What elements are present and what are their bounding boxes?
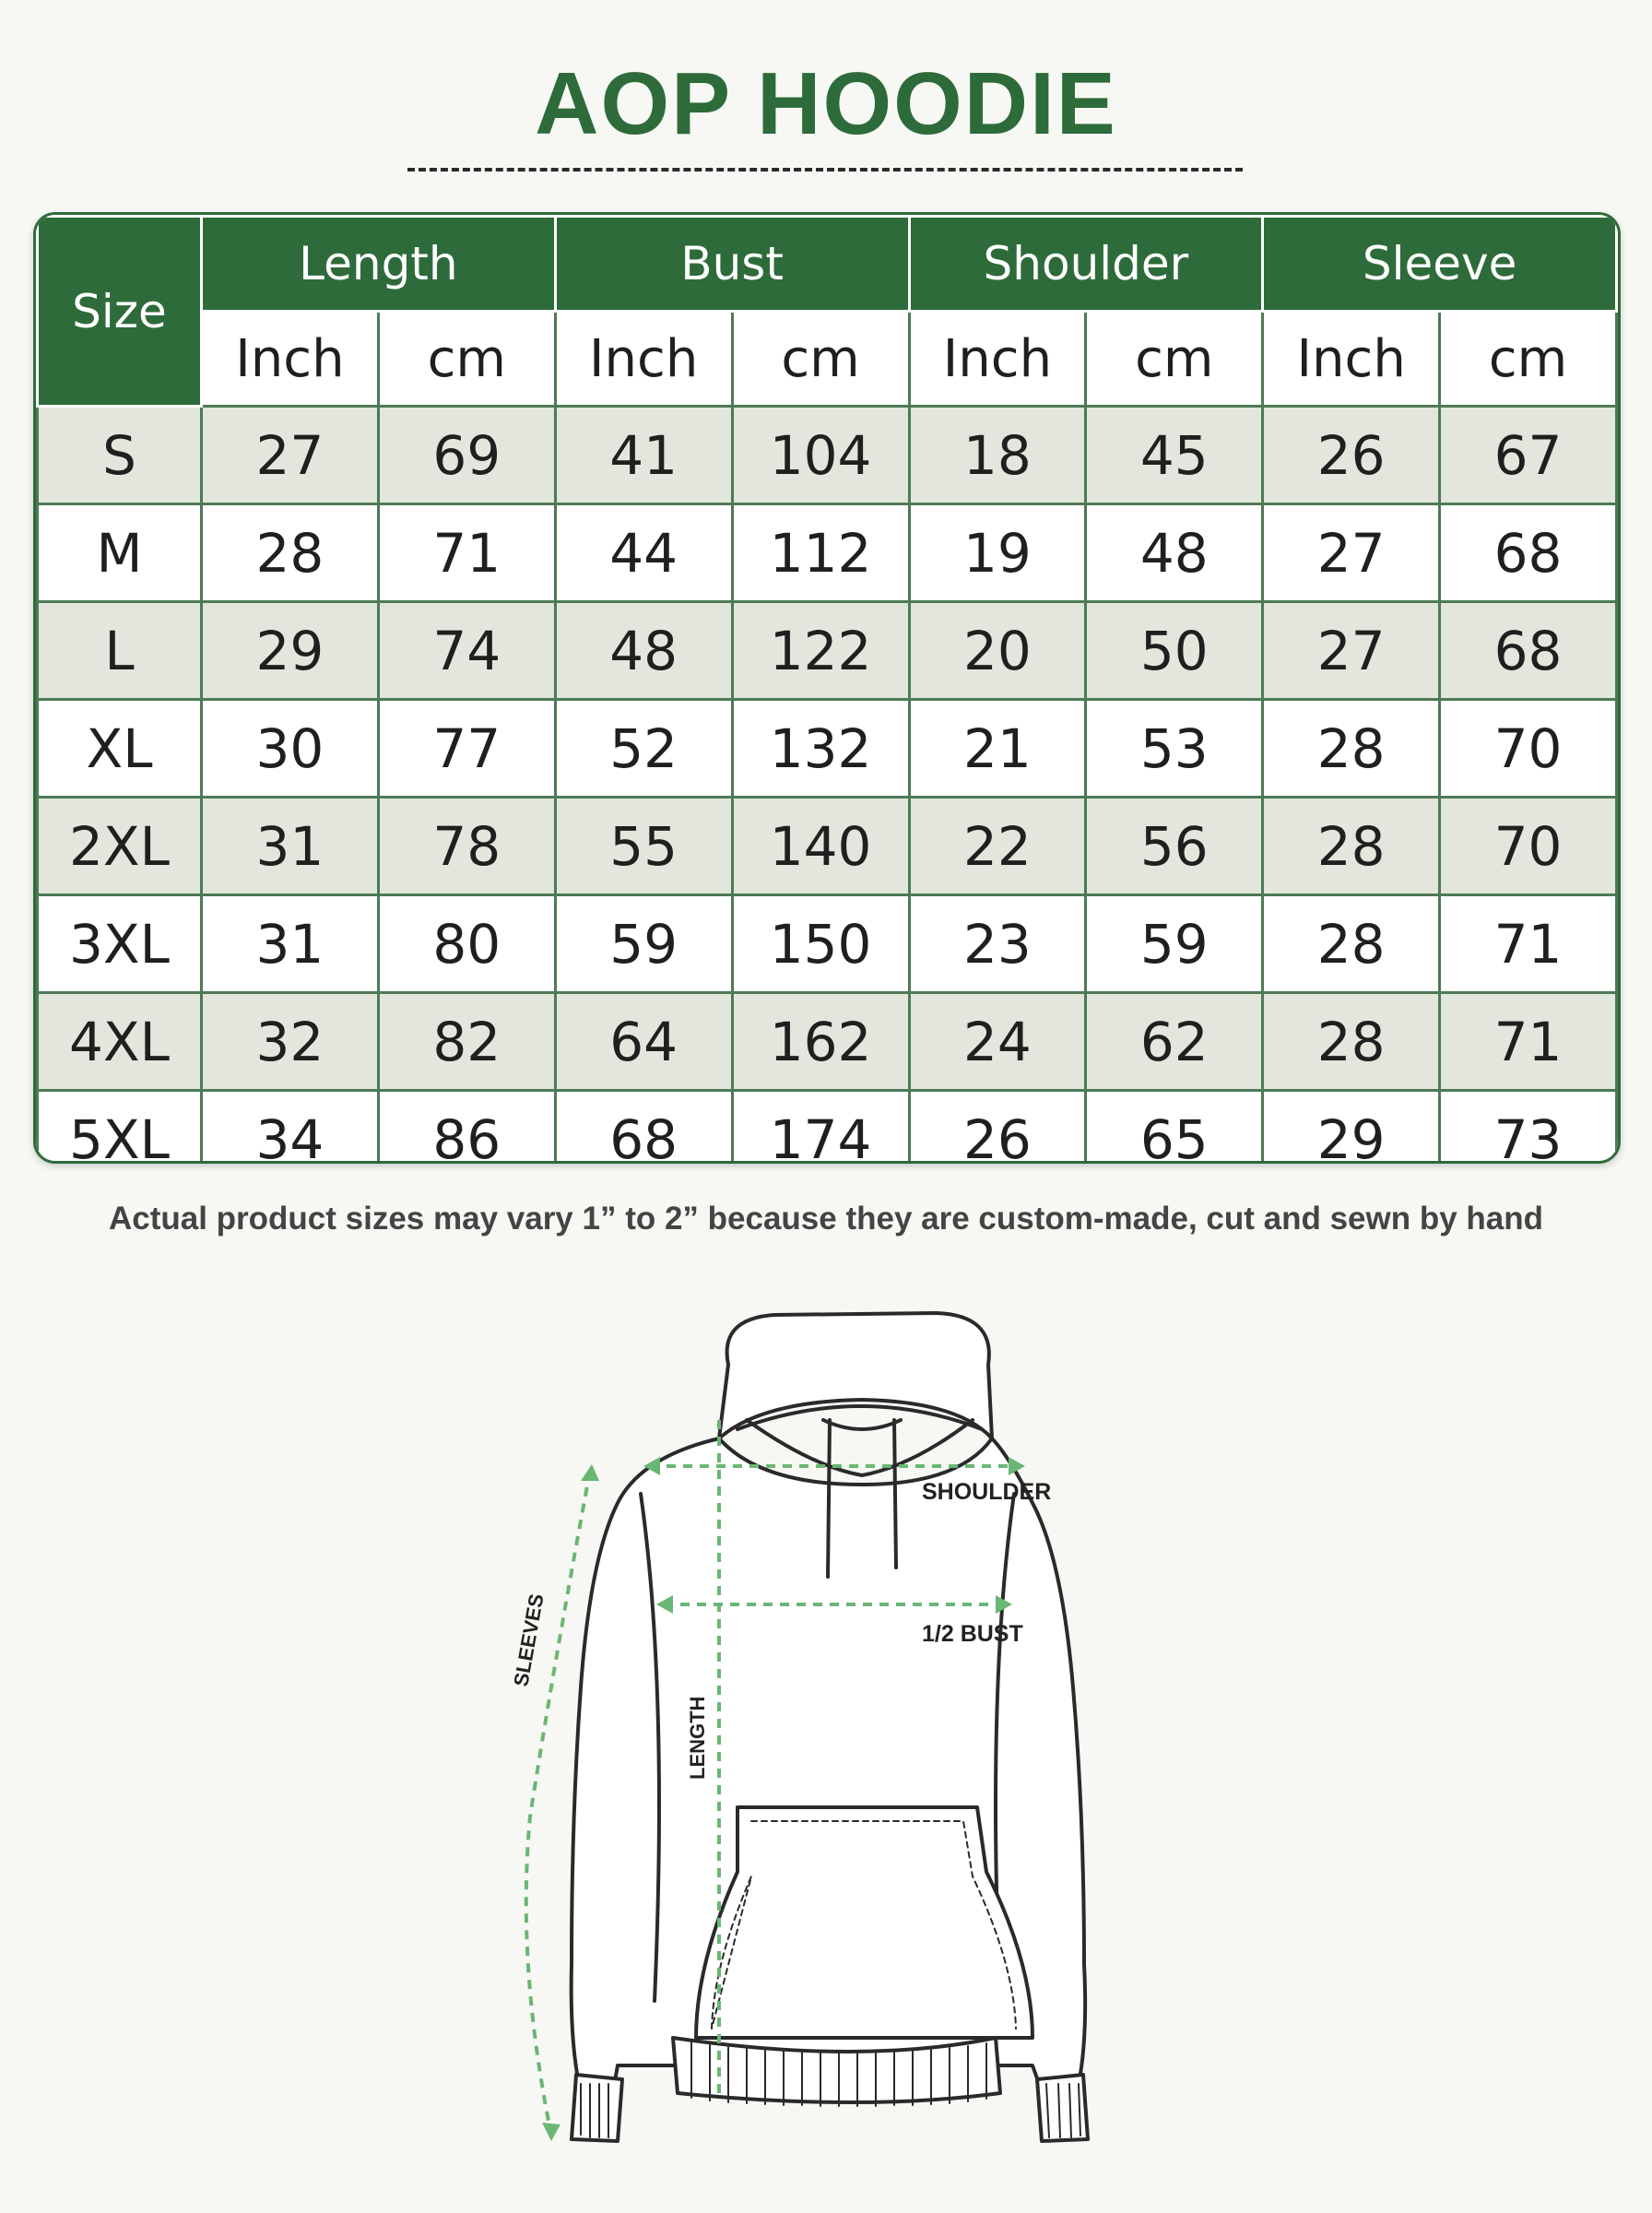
unit-header-cm: cm <box>378 312 555 407</box>
title-divider <box>407 168 1243 172</box>
measurement-cell: 73 <box>1440 1091 1617 1165</box>
group-header-length: Length <box>202 217 556 312</box>
unit-header-inch: Inch <box>1263 312 1440 407</box>
measurement-cell: 77 <box>378 700 555 798</box>
measurement-cell: 44 <box>555 504 732 602</box>
measurement-cell: 174 <box>732 1091 909 1165</box>
measurement-cell: 22 <box>909 798 1086 895</box>
measurement-cell: 112 <box>732 504 909 602</box>
table-row <box>38 504 1617 602</box>
size-chart-table <box>33 212 1621 1164</box>
length-label: LENGTH <box>686 1696 709 1780</box>
measurement-cell: 74 <box>378 602 555 700</box>
measurement-cell: 29 <box>202 602 379 700</box>
measurement-cell: 68 <box>555 1091 732 1165</box>
measurement-cell: 68 <box>1440 602 1617 700</box>
measurement-cell: 28 <box>202 504 379 602</box>
table-row <box>38 993 1617 1091</box>
measurement-cell: 140 <box>732 798 909 895</box>
measurement-cell: 23 <box>909 895 1086 993</box>
measurement-cell: 41 <box>555 407 732 504</box>
measurement-cell: 27 <box>202 407 379 504</box>
size-cell: 5XL <box>38 1091 202 1165</box>
measurement-cell: 80 <box>378 895 555 993</box>
unit-header-inch: Inch <box>202 312 379 407</box>
measurement-cell: 31 <box>202 798 379 895</box>
measurement-cell: 56 <box>1086 798 1263 895</box>
measurement-cell: 30 <box>202 700 379 798</box>
measurement-cell: 132 <box>732 700 909 798</box>
measurement-cell: 71 <box>1440 895 1617 993</box>
measurement-cell: 69 <box>378 407 555 504</box>
measurement-cell: 53 <box>1086 700 1263 798</box>
measurement-cell: 104 <box>732 407 909 504</box>
size-cell: L <box>38 602 202 700</box>
measurement-cell: 32 <box>202 993 379 1091</box>
measurement-cell: 48 <box>555 602 732 700</box>
measurement-cell: 70 <box>1440 798 1617 895</box>
hoodie-measurement-diagram <box>442 1300 1198 2185</box>
hoodie-outline-icon <box>572 1313 1088 2141</box>
group-header-bust: Bust <box>555 217 909 312</box>
measurement-cell: 27 <box>1263 602 1440 700</box>
measurement-cell: 45 <box>1086 407 1263 504</box>
table-row <box>38 700 1617 798</box>
unit-header-cm: cm <box>1440 312 1617 407</box>
unit-header-cm: cm <box>1086 312 1263 407</box>
measurement-cell: 48 <box>1086 504 1263 602</box>
measurement-cell: 62 <box>1086 993 1263 1091</box>
size-disclaimer: Actual product sizes may vary 1” to 2” because they are custom-made, cut and sewn by hand <box>108 1201 1544 1237</box>
measurement-cell: 26 <box>909 1091 1086 1165</box>
measurement-cell: 18 <box>909 407 1086 504</box>
table-body <box>38 407 1617 1165</box>
measurement-cell: 70 <box>1440 700 1617 798</box>
size-cell: 2XL <box>38 798 202 895</box>
size-cell: 4XL <box>38 993 202 1091</box>
measurement-cell: 86 <box>378 1091 555 1165</box>
measurement-cell: 20 <box>909 602 1086 700</box>
measurement-cell: 59 <box>1086 895 1263 993</box>
measurement-cell: 78 <box>378 798 555 895</box>
measurement-cell: 28 <box>1263 700 1440 798</box>
sleeves-label: SLEEVES <box>509 1592 549 1688</box>
measurement-cell: 29 <box>1263 1091 1440 1165</box>
unit-header-inch: Inch <box>555 312 732 407</box>
measurement-cell: 67 <box>1440 407 1617 504</box>
size-cell: XL <box>38 700 202 798</box>
measurement-cell: 27 <box>1263 504 1440 602</box>
measurement-cell: 64 <box>555 993 732 1091</box>
group-header-shoulder: Shoulder <box>909 217 1263 312</box>
measurement-cell: 55 <box>555 798 732 895</box>
size-cell: S <box>38 407 202 504</box>
size-cell: M <box>38 504 202 602</box>
unit-header-inch: Inch <box>909 312 1086 407</box>
measurement-cell: 82 <box>378 993 555 1091</box>
table-row <box>38 1091 1617 1165</box>
unit-header-cm: cm <box>732 312 909 407</box>
table-row <box>38 798 1617 895</box>
measurement-cell: 28 <box>1263 895 1440 993</box>
table-row <box>38 407 1617 504</box>
group-header-sleeve: Sleeve <box>1263 217 1617 312</box>
measurement-cell: 26 <box>1263 407 1440 504</box>
measurement-cell: 52 <box>555 700 732 798</box>
measurement-cell: 150 <box>732 895 909 993</box>
page-title: AOP HOODIE <box>535 54 1117 153</box>
measurement-cell: 31 <box>202 895 379 993</box>
measurement-cell: 59 <box>555 895 732 993</box>
measurement-cell: 28 <box>1263 993 1440 1091</box>
table-row <box>38 602 1617 700</box>
measurement-cell: 122 <box>732 602 909 700</box>
measurement-cell: 71 <box>1440 993 1617 1091</box>
measurement-cell: 34 <box>202 1091 379 1165</box>
measurement-cell: 68 <box>1440 504 1617 602</box>
measurement-cell: 21 <box>909 700 1086 798</box>
measurement-cell: 19 <box>909 504 1086 602</box>
measurement-cell: 50 <box>1086 602 1263 700</box>
measurement-cell: 65 <box>1086 1091 1263 1165</box>
size-header: Size <box>38 217 202 407</box>
shoulder-label: SHOULDER <box>922 1479 1052 1505</box>
table-row <box>38 895 1617 993</box>
measurement-cell: 24 <box>909 993 1086 1091</box>
measurement-cell: 162 <box>732 993 909 1091</box>
bust-label: 1/2 BUST <box>922 1621 1023 1647</box>
size-cell: 3XL <box>38 895 202 993</box>
measurement-cell: 28 <box>1263 798 1440 895</box>
measurement-cell: 71 <box>378 504 555 602</box>
